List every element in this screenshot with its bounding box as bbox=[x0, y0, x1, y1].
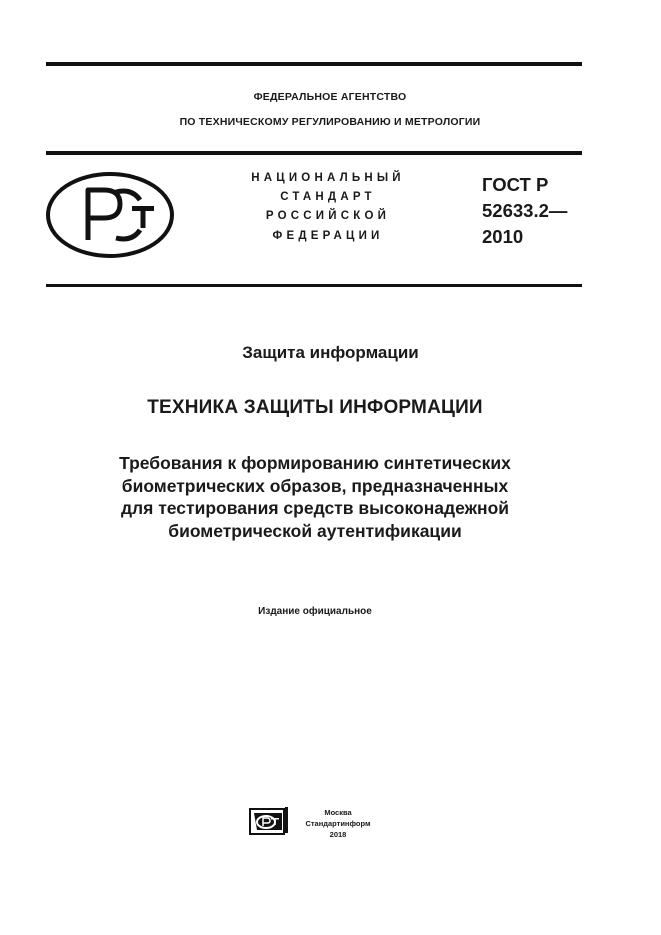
subtitle-line: Требования к формированию синтетических bbox=[119, 453, 511, 473]
agency-line-1: ФЕДЕРАЛЬНОЕ АГЕНТСТВО bbox=[253, 91, 407, 103]
gost-line-3: 2010 bbox=[482, 226, 524, 247]
document-category: Защита информации bbox=[242, 343, 419, 362]
subtitle-line: биометрических образов, предназначенных bbox=[121, 475, 509, 496]
standard-line-3: РОССИЙСКОЙ bbox=[265, 210, 391, 222]
gost-number bbox=[482, 172, 567, 250]
rst-certification-logo-icon bbox=[44, 170, 176, 260]
document-title: ТЕХНИКА ЗАЩИТЫ ИНФОРМАЦИИ bbox=[147, 397, 483, 418]
title-rule bbox=[46, 284, 582, 287]
agency-line-2: ПО ТЕХНИЧЕСКОМУ РЕГУЛИРОВАНИЮ И МЕТРОЛОГИИ bbox=[179, 116, 481, 128]
document-subtitle bbox=[0, 452, 630, 542]
publisher-year: 2018 bbox=[329, 830, 347, 839]
standard-line-4: ФЕДЕРАЦИИ bbox=[272, 230, 384, 242]
publisher-city: Москва bbox=[324, 808, 352, 817]
header-rule bbox=[46, 151, 582, 155]
publisher-name: Стандартинформ bbox=[305, 819, 371, 828]
subtitle-line: биометрической аутентификации bbox=[168, 520, 462, 541]
gost-line-2: 52633.2— bbox=[482, 200, 568, 221]
standartinform-logo-icon bbox=[249, 806, 289, 836]
edition-label: Издание официальное bbox=[258, 606, 372, 617]
standard-line-2: СТАНДАРТ bbox=[280, 191, 376, 203]
gost-line-1: ГОСТ Р bbox=[482, 174, 549, 195]
subtitle-line: для тестирования средств высоконадежной bbox=[120, 498, 510, 518]
top-rule bbox=[46, 62, 582, 66]
publisher-block bbox=[294, 807, 382, 840]
standard-line-1: НАЦИОНАЛЬНЫЙ bbox=[251, 172, 405, 184]
